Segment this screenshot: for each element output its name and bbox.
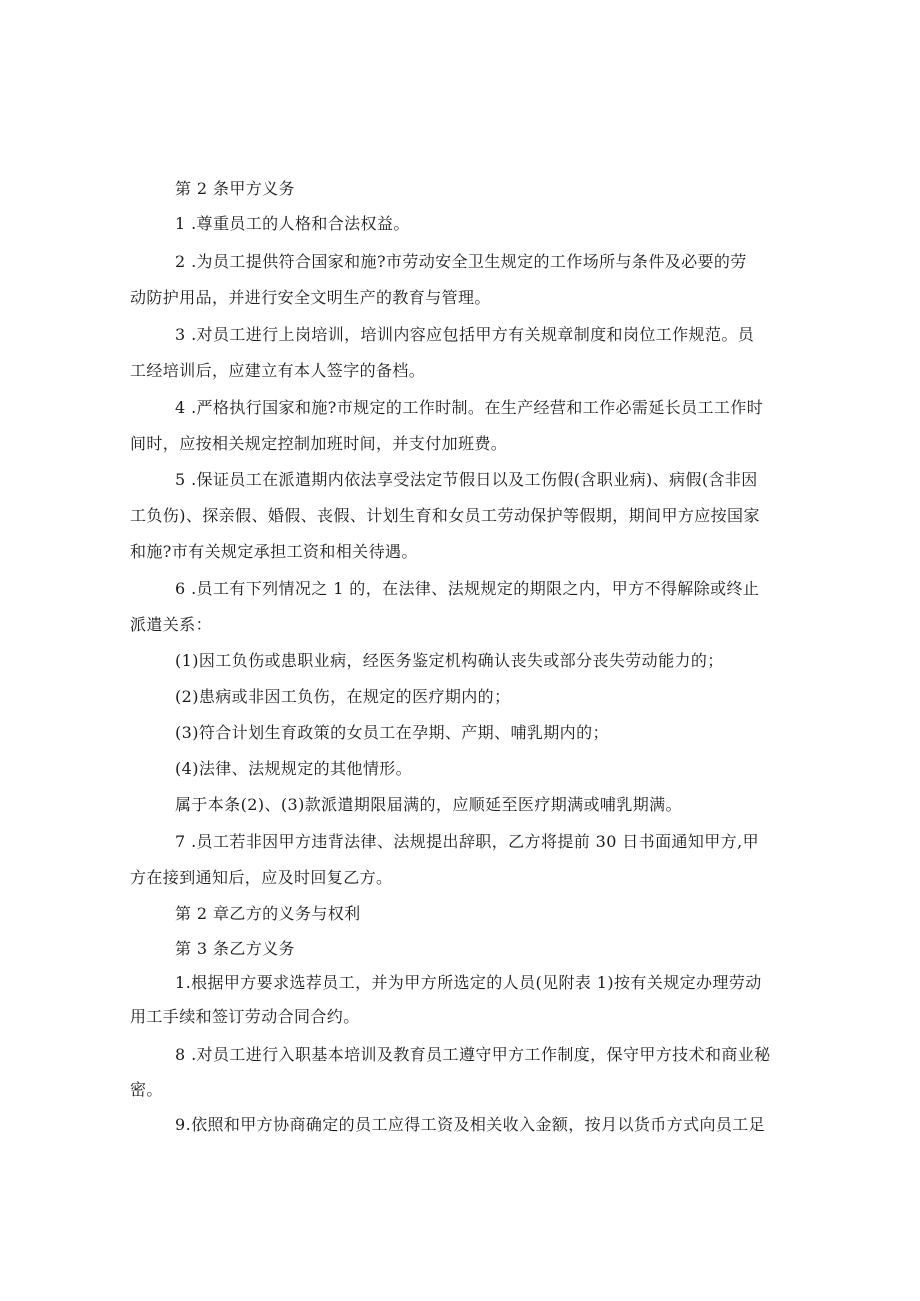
article-heading: 第 2 条甲方义务 [175, 179, 295, 198]
sub-item-note: 属于本条(2)、(3)款派遣期限届满的，应顺延至医疗期满或哺乳期满。 [175, 795, 682, 814]
sub-item-1: (1)因工负伤或患职业病，经医务鉴定机构确认丧失或部分丧失劳动能力的； [175, 651, 724, 670]
duty-9-line-1: 9.依照和甲方协商确定的员工应得工资及相关收入金额，按月以货币方式向员工足 [175, 1115, 766, 1134]
clause-6-line-1: 6 .员工有下列情况之 1 的，在法律、法规规定的期限之内，甲方不得解除或终止 [175, 579, 760, 598]
sub-item-2: (2)患病或非因工负伤，在规定的医疗期内的； [175, 687, 511, 706]
sub-item-3: (3)符合计划生育政策的女员工在孕期、产期、哺乳期内的； [175, 723, 609, 742]
duty-1-line-1: 1.根据甲方要求选荐员工，并为甲方所选定的人员(见附表 1)按有关规定办理劳动 [175, 973, 762, 992]
clause-1: 1 .尊重员工的人格和合法权益。 [175, 214, 410, 233]
clause-2-line-2: 动防护用品，并进行安全文明生产的教育与管理。 [130, 288, 491, 307]
chapter-heading: 第 2 章乙方的义务与权利 [175, 904, 361, 923]
clause-4-line-2: 间时，应按相关规定控制加班时间，并支付加班费。 [130, 434, 508, 453]
clause-3-line-2: 工经培训后，应建立有本人签字的备档。 [130, 361, 426, 380]
clause-6-line-2: 派遣关系： [130, 615, 213, 634]
clause-3-line-1: 3 .对员工进行上岗培训，培训内容应包括甲方有关规章制度和岗位工作规范。员 [175, 325, 755, 344]
duty-8-line-2: 密。 [130, 1080, 163, 1099]
clause-5-line-2: 工负伤)、探亲假、婚假、丧假、计划生育和女员工劳动保护等假期，期间甲方应按国家 [130, 506, 760, 525]
duty-8-line-1: 8 .对员工进行入职基本培训及教育员工遵守甲方工作制度，保守甲方技术和商业秘 [175, 1045, 771, 1064]
sub-item-4: (4)法律、法规规定的其他情形。 [175, 759, 413, 778]
clause-2-line-1: 2 .为员工提供符合国家和施?市劳动安全卫生规定的工作场所与条件及必要的劳 [175, 252, 747, 271]
clause-4-line-1: 4 .严格执行国家和施?市规定的工作时制。在生产经营和工作必需延长员工工作时 [175, 398, 764, 417]
clause-5-line-3: 和施?市有关规定承担工资和相关待遇。 [130, 542, 418, 561]
duty-1-line-2: 用工手续和签订劳动合同合约。 [130, 1007, 360, 1026]
article-3-heading: 第 3 条乙方义务 [175, 939, 295, 958]
clause-7-line-1: 7 .员工若非因甲方违背法律、法规提出辞职，乙方将提前 30 日书面通知甲方,甲 [175, 832, 759, 851]
clause-7-line-2: 方在接到通知后，应及时回复乙方。 [130, 868, 393, 887]
clause-5-line-1: 5 .保证员工在派遣期内依法享受法定节假日以及工伤假(含职业病)、病假(含非因 [175, 470, 758, 489]
